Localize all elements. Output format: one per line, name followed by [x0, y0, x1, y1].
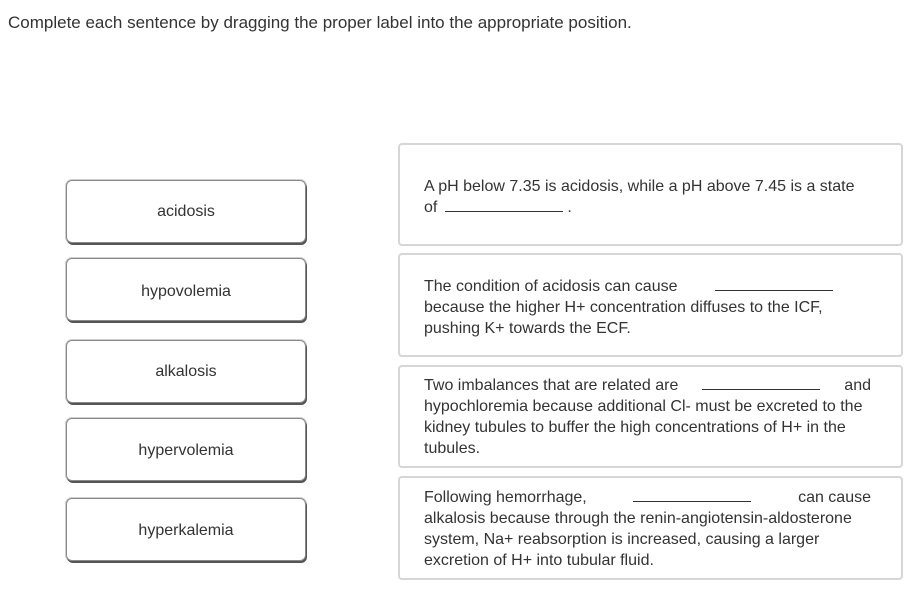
label-text: hyperkalemia	[138, 522, 234, 539]
sentence-3	[424, 375, 871, 459]
sentence-box-1	[398, 143, 903, 246]
label-text: alkalosis	[155, 363, 217, 380]
sentence-3-rest: hypochloremia because additional Cl- must be excreted to the kidney tubules to buffer the high concentrations of H+ in the tubules.	[424, 398, 863, 457]
label-text: hypervolemia	[138, 442, 234, 459]
sentence-box-4	[398, 476, 903, 580]
sentence-2-rest: because the higher H+ concentration diffuses to the ICF, pushing K+ towards the ECF.	[424, 299, 823, 337]
instruction-text: Complete each sentence by dragging the proper label into the appropriate position.	[8, 13, 632, 32]
sentence-1	[424, 176, 871, 218]
drop-target-3[interactable]	[702, 375, 820, 390]
drop-target-4[interactable]	[633, 487, 751, 502]
label-card-hypovolemia[interactable]	[66, 258, 306, 321]
drop-target-2[interactable]	[715, 276, 833, 291]
sentence-4-line-1	[424, 487, 871, 508]
drop-target-1[interactable]	[445, 197, 563, 212]
sentence-2	[424, 276, 871, 339]
sentence-4-text: Following hemorrhage,	[424, 489, 587, 506]
sentence-4-rest: alkalosis because through the renin-angiotensin-aldosterone system, Na+ reabsorption is increased, causing a larger excretion of H+ into tubular fluid.	[424, 510, 852, 569]
sentence-2-text: The condition of acidosis can cause	[424, 278, 678, 295]
sentence-box-3	[398, 365, 903, 468]
sentence-4	[424, 487, 871, 571]
sentence-3-text: Two imbalances that are related are	[424, 377, 679, 394]
sentence-1-text: A pH below 7.35 is acidosis, while a pH above 7.45 is a state of	[424, 178, 855, 216]
label-text: acidosis	[157, 203, 215, 220]
label-card-hyperkalemia[interactable]	[66, 498, 306, 561]
sentence-2-line-1	[424, 276, 871, 297]
sentence-3-and: and	[844, 377, 871, 394]
sentence-1-end: .	[567, 199, 572, 216]
label-card-alkalosis[interactable]	[66, 340, 306, 403]
sentence-box-2	[398, 253, 903, 357]
sentence-3-line-1	[424, 375, 871, 396]
sentence-4-can-cause: can cause	[798, 489, 871, 506]
label-text: hypovolemia	[141, 283, 231, 300]
label-card-acidosis[interactable]	[66, 180, 306, 243]
label-card-hypervolemia[interactable]	[66, 418, 306, 481]
